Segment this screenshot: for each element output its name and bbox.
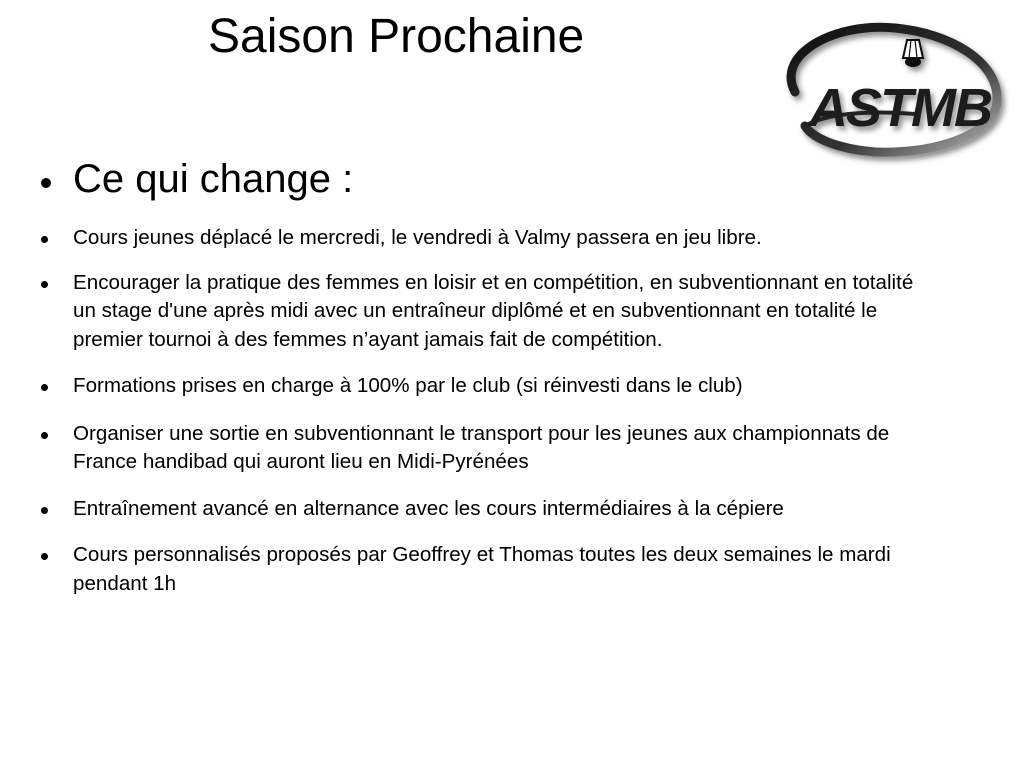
bullet-dot: [41, 281, 48, 288]
list-item-text: Organiser une sortie en subventionnant le transport pour les jeunes aux championnats de France handibad qui auront lieu en Midi-Pyrénées: [73, 421, 890, 473]
list-item-text: Entraînement avancé en alternance avec les cours intermédiaires à la cépiere: [73, 496, 784, 520]
astmb-logo: [775, 14, 1011, 166]
list-item-text: Cours jeunes déplacé le mercredi, le vendredi à Valmy passera en jeu libre.: [73, 226, 762, 249]
bullet-dot: [41, 553, 48, 560]
list-item-text: Encourager la pratique des femmes en loisir et en compétition, en subventionnant en totalité un stage d'une après midi avec un entraîneur diplômé et en subventionnant en totalité le premier tournoi à des femmes n’ayant jamais fait de compétition.: [73, 270, 914, 351]
bullet-dot: [41, 432, 48, 439]
astmb-logo-icon: [775, 14, 1011, 166]
slide-title: Saison Prochaine: [208, 10, 585, 63]
svg-text:ASTMB: ASTMB: [809, 78, 991, 138]
list-item: [38, 420, 938, 477]
list-item: [38, 372, 938, 401]
list-item: [38, 269, 938, 355]
list-item: [38, 495, 938, 524]
list-item: [38, 224, 938, 253]
bullet-dot: [41, 236, 48, 243]
list-item: [38, 541, 938, 598]
bullet-dot: [41, 178, 51, 188]
bullet-list: [38, 224, 938, 598]
list-item-text: Cours personnalisés proposés par Geoffrey et Thomas toutes les deux semaines le mardi pendant 1h: [73, 543, 891, 595]
bullet-dot: [41, 507, 48, 514]
list-item-text: Formations prises en charge à 100% par le club (si réinvesti dans le club): [73, 374, 743, 397]
section-heading-text: Ce qui change :: [73, 157, 354, 201]
bullet-dot: [41, 384, 48, 391]
